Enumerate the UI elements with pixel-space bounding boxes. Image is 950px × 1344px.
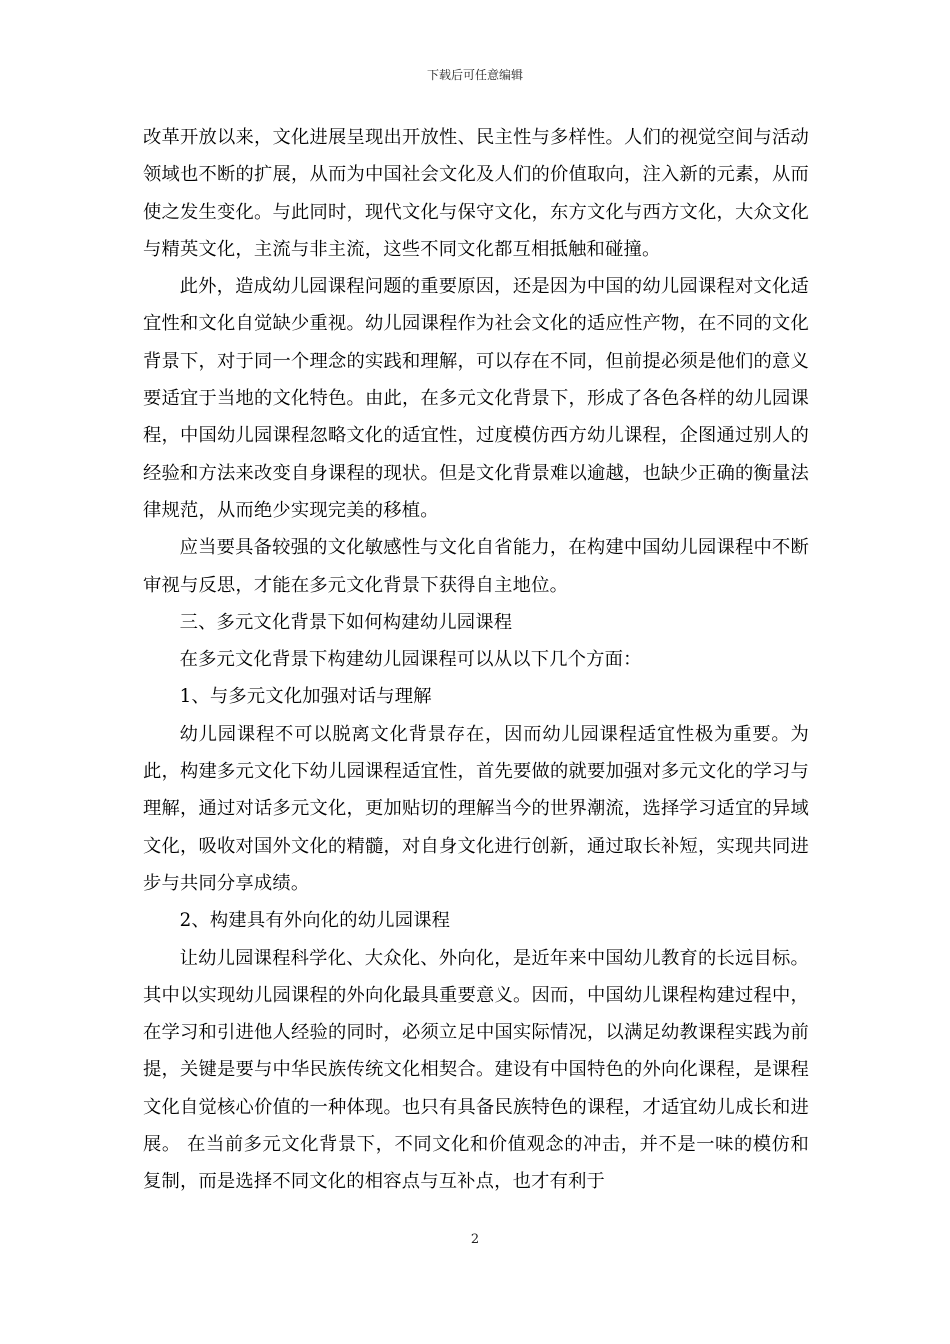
page-number: 2 xyxy=(470,1232,480,1247)
paragraph-cultural-awareness: 应当要具备较强的文化敏感性与文化自省能力，在构建中国幼儿园课程中不断审视与反思，才能在多元文化背景下获得自主地位。 xyxy=(143,537,809,596)
document-body xyxy=(143,119,809,1201)
subheading-1: 1、与多元文化加强对话与理解 xyxy=(179,686,432,708)
paragraph-continuation: 改革开放以来，文化进展呈现出开放性、民主性与多样性。人们的视觉空间与活动领域也不断的扩展，从而为中国社会文化及人们的价值取向，注入新的元素，从而使之发生变化。与此同时，现代文化与保守文化，东方文化与西方文化，大众文化与精英文化，主流与非主流，这些不同文化都互相抵触和碰撞。 xyxy=(143,127,809,260)
subheading-2: 2、构建具有外向化的幼儿园课程 xyxy=(179,910,451,932)
paragraph-intro-methods: 在多元文化背景下构建幼儿园课程可以从以下几个方面： xyxy=(179,649,642,671)
paragraph-dialogue: 幼儿园课程不可以脱离文化背景存在，因而幼儿园课程适宜性极为重要。为此，构建多元文化下幼儿园课程适宜性，首先要做的就要加强对多元文化的学习与理解，通过对话多元文化，更加贴切的理解当今的世界潮流，选择学习适宜的异域文化，吸收对国外文化的精髓，对自身文化进行创新，通过取长补短，实现共同进步与共同分享成绩。 xyxy=(143,723,809,894)
section-heading-3: 三、多元文化背景下如何构建幼儿园课程 xyxy=(179,611,513,633)
paragraph-outward-curriculum: 让幼儿园课程科学化、大众化、外向化，是近年来中国幼儿教育的长远目标。其中以实现幼儿园课程的外向化最具重要意义。因而，中国幼儿课程构建过程中，在学习和引进他人经验的同时，必须立足中国实际情况，以满足幼教课程实践为前提，关键是要与中华民族传统文化相契合。建设有中国特色的外向化课程，是课程文化自觉核心价值的一种体现。也只有具备民族特色的课程，才适宜幼儿成长和进展。 在当前多元文化背景下，不同文化和价值观念的冲击，并不是一味的模仿和复制，而是选择不同文化的相容点与互补点，也才有利于 xyxy=(143,947,809,1193)
paragraph-causes: 此外，造成幼儿园课程问题的重要原因，还是因为中国的幼儿园课程对文化适宜性和文化自觉缺少重视。幼儿园课程作为社会文化的适应性产物，在不同的文化背景下，对于同一个理念的实践和理解，可以存在不同，但前提必须是他们的意义要适宜于当地的文化特色。由此，在多元文化背景下，形成了各色各样的幼儿园课程，中国幼儿园课程忽略文化的适宜性，过度模仿西方幼儿课程，企图通过别人的经验和方法来改变自身课程的现状。但是文化背景难以逾越，也缺少正确的衡量法律规范，从而绝少实现完美的移植。 xyxy=(143,276,809,521)
page-header-note: 下载后可任意编辑 xyxy=(426,68,523,82)
